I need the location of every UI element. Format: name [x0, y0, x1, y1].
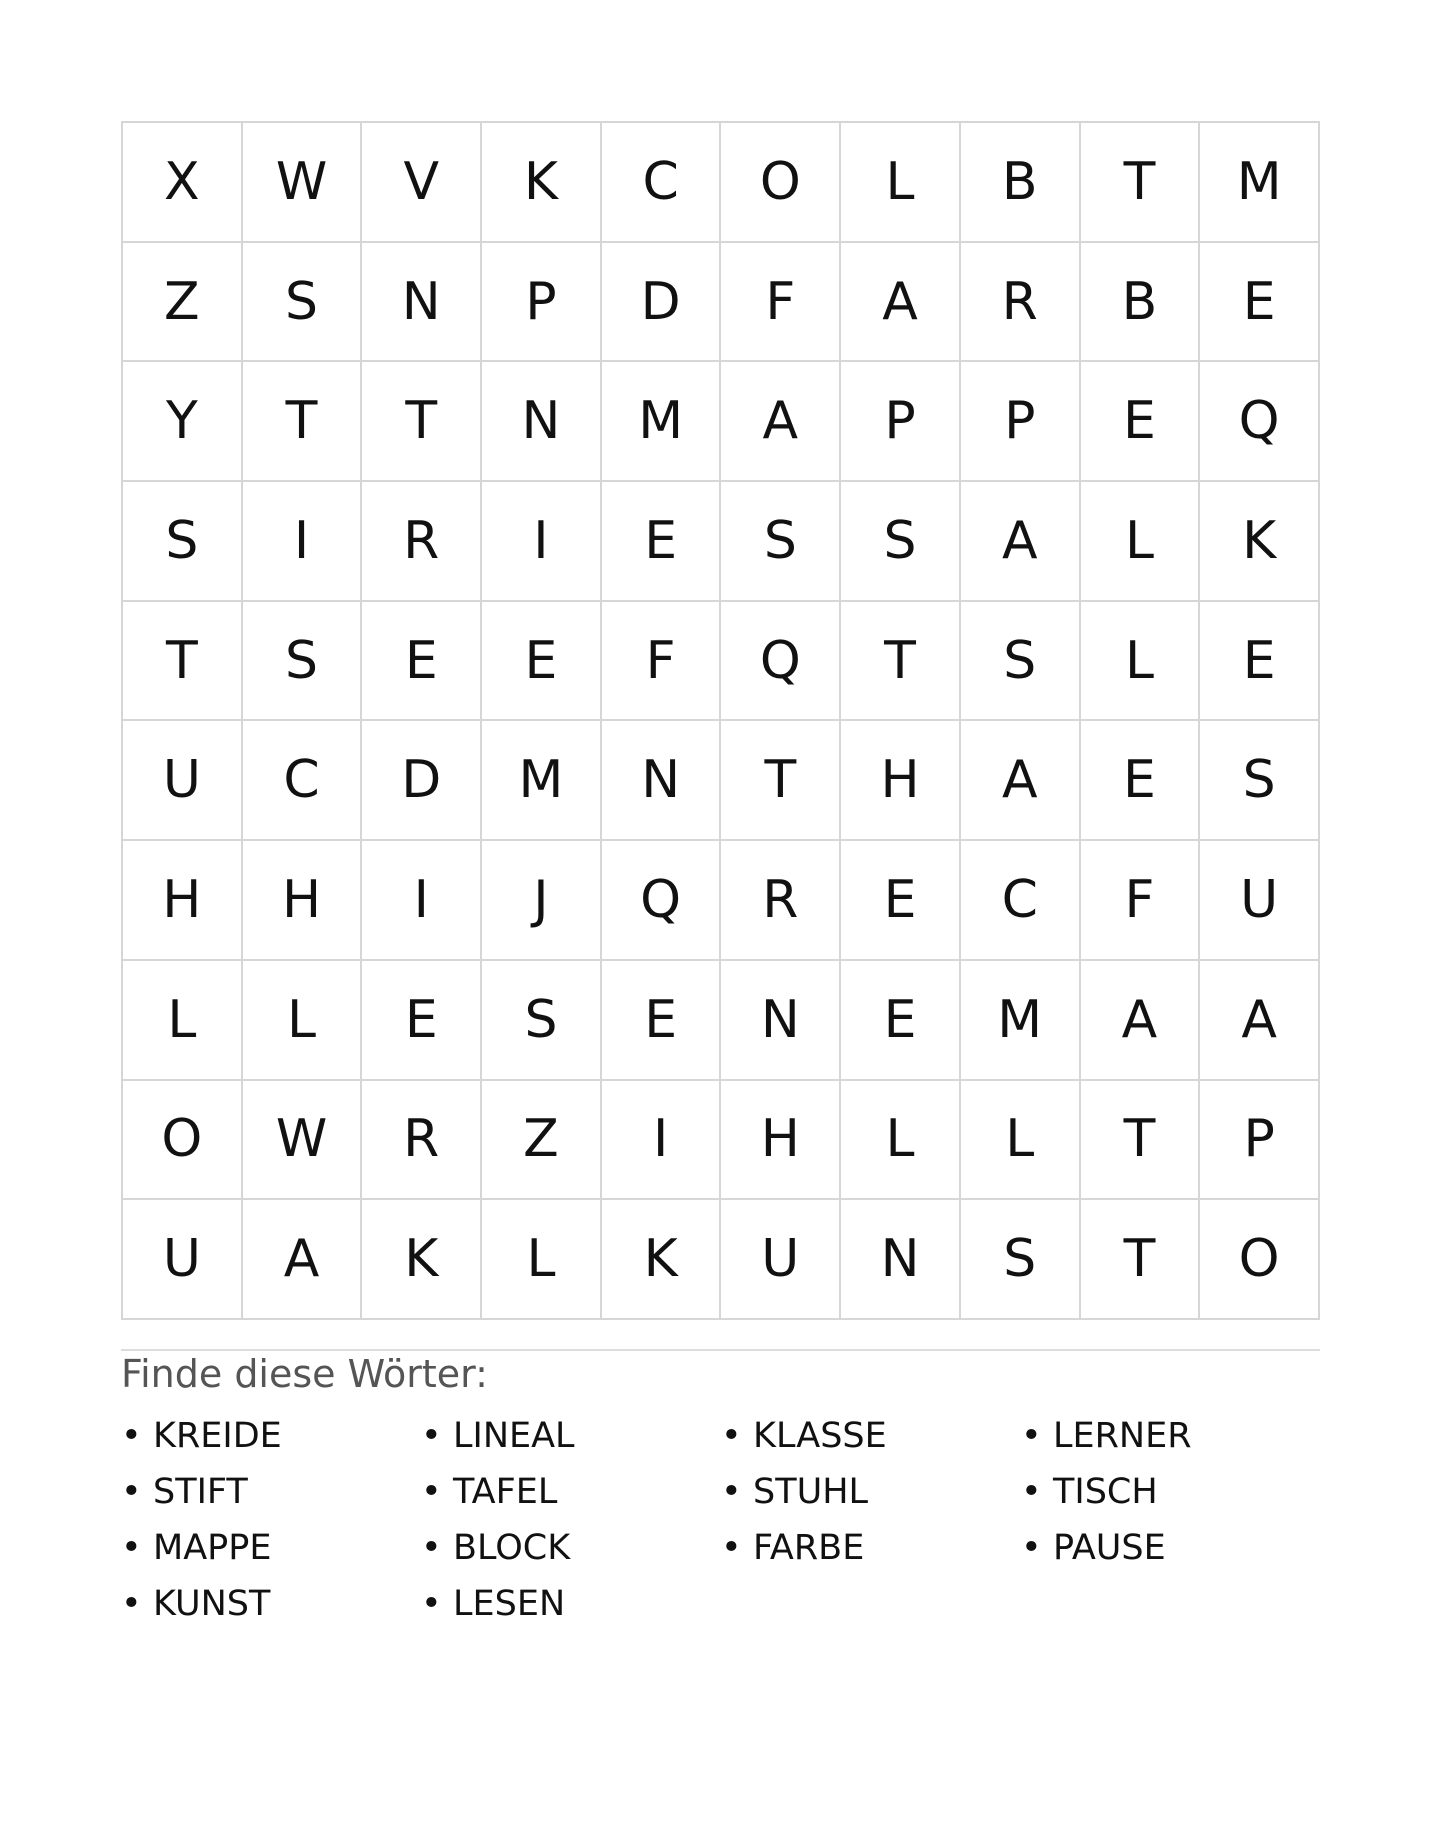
grid-cell[interactable]: S: [721, 482, 841, 602]
grid-cell[interactable]: F: [1081, 841, 1201, 961]
word-list-item: [721, 1408, 1021, 1464]
grid-cell[interactable]: M: [602, 362, 722, 482]
grid-cell[interactable]: L: [841, 123, 961, 243]
word-list-item: [721, 1464, 1021, 1520]
grid-cell[interactable]: P: [841, 362, 961, 482]
word-label: LINEAL: [453, 1416, 575, 1456]
grid-cell[interactable]: I: [362, 841, 482, 961]
bullet-icon: •: [721, 1472, 742, 1512]
bullet-icon: •: [421, 1416, 442, 1456]
grid-cell[interactable]: S: [961, 602, 1081, 722]
grid-cell[interactable]: L: [482, 1200, 602, 1320]
bullet-icon: •: [421, 1528, 442, 1568]
grid-cell[interactable]: C: [961, 841, 1081, 961]
bullet-icon: •: [1021, 1472, 1042, 1512]
word-list-item: [121, 1520, 421, 1576]
grid-cell[interactable]: P: [961, 362, 1081, 482]
grid-cell[interactable]: B: [961, 123, 1081, 243]
bullet-icon: •: [421, 1472, 442, 1512]
bullet-icon: •: [121, 1472, 142, 1512]
grid-cell[interactable]: R: [721, 841, 841, 961]
grid-cell[interactable]: T: [841, 602, 961, 722]
grid-cell[interactable]: O: [721, 123, 841, 243]
word-label: KREIDE: [153, 1416, 282, 1456]
grid-cell[interactable]: Q: [602, 841, 722, 961]
word-label: LESEN: [453, 1584, 566, 1624]
word-label: KLASSE: [753, 1416, 887, 1456]
grid-cell[interactable]: U: [721, 1200, 841, 1320]
grid-cell[interactable]: T: [1081, 1081, 1201, 1201]
bullet-icon: •: [121, 1528, 142, 1568]
grid-cell[interactable]: L: [1081, 482, 1201, 602]
word-label: MAPPE: [153, 1528, 272, 1568]
grid-cell[interactable]: E: [602, 482, 722, 602]
word-list-item: [421, 1464, 721, 1520]
grid-cell[interactable]: N: [721, 961, 841, 1081]
grid-cell[interactable]: R: [362, 1081, 482, 1201]
grid-cell[interactable]: I: [602, 1081, 722, 1201]
grid-cell[interactable]: V: [362, 123, 482, 243]
grid-cell[interactable]: S: [123, 482, 243, 602]
grid-cell[interactable]: N: [362, 243, 482, 363]
grid-cell[interactable]: T: [721, 721, 841, 841]
grid-cell[interactable]: E: [1081, 362, 1201, 482]
grid-cell[interactable]: M: [961, 961, 1081, 1081]
grid-cell[interactable]: E: [1200, 243, 1320, 363]
word-list-heading: Finde diese Wörter:: [121, 1352, 488, 1396]
word-label: STUHL: [753, 1472, 869, 1512]
word-list-item: [121, 1408, 421, 1464]
grid-cell[interactable]: S: [961, 1200, 1081, 1320]
grid-cell[interactable]: C: [243, 721, 363, 841]
grid-cell[interactable]: P: [1200, 1081, 1320, 1201]
grid-cell[interactable]: A: [961, 482, 1081, 602]
grid-cell[interactable]: H: [841, 721, 961, 841]
grid-cell[interactable]: P: [482, 243, 602, 363]
grid-cell[interactable]: N: [602, 721, 722, 841]
grid-cell[interactable]: L: [1081, 602, 1201, 722]
grid-cell[interactable]: L: [841, 1081, 961, 1201]
grid-cell[interactable]: U: [123, 1200, 243, 1320]
grid-cell[interactable]: T: [243, 362, 363, 482]
word-list-item: [1021, 1464, 1321, 1520]
grid-cell[interactable]: F: [721, 243, 841, 363]
grid-cell[interactable]: T: [1081, 1200, 1201, 1320]
word-list-item: [1021, 1408, 1321, 1464]
grid-cell[interactable]: B: [1081, 243, 1201, 363]
grid-cell[interactable]: I: [482, 482, 602, 602]
grid-cell[interactable]: E: [841, 841, 961, 961]
grid-cell[interactable]: I: [243, 482, 363, 602]
grid-cell[interactable]: E: [362, 602, 482, 722]
grid-cell[interactable]: T: [362, 362, 482, 482]
word-list-item: [721, 1520, 1021, 1576]
grid-cell[interactable]: T: [123, 602, 243, 722]
grid-cell[interactable]: X: [123, 123, 243, 243]
bullet-icon: •: [421, 1584, 442, 1624]
grid-cell[interactable]: A: [841, 243, 961, 363]
grid-cell[interactable]: U: [123, 721, 243, 841]
grid-cell[interactable]: Q: [1200, 362, 1320, 482]
grid-cell[interactable]: S: [482, 961, 602, 1081]
grid-cell[interactable]: E: [1200, 602, 1320, 722]
grid-cell[interactable]: K: [602, 1200, 722, 1320]
grid-cell[interactable]: E: [841, 961, 961, 1081]
grid-cell[interactable]: C: [602, 123, 722, 243]
bullet-icon: •: [121, 1416, 142, 1456]
grid-cell[interactable]: T: [1081, 123, 1201, 243]
letter-grid: [121, 121, 1320, 1320]
grid-cell[interactable]: W: [243, 1081, 363, 1201]
grid-cell[interactable]: A: [243, 1200, 363, 1320]
grid-cell[interactable]: S: [243, 602, 363, 722]
word-label: TAFEL: [453, 1472, 558, 1512]
grid-cell[interactable]: K: [362, 1200, 482, 1320]
word-label: TISCH: [1053, 1472, 1158, 1512]
word-label: BLOCK: [453, 1528, 571, 1568]
grid-cell[interactable]: S: [243, 243, 363, 363]
grid-cell[interactable]: U: [1200, 841, 1320, 961]
grid-cell[interactable]: R: [961, 243, 1081, 363]
grid-cell[interactable]: N: [482, 362, 602, 482]
grid-cell[interactable]: E: [362, 961, 482, 1081]
grid-cell[interactable]: A: [1200, 961, 1320, 1081]
grid-cell[interactable]: A: [721, 362, 841, 482]
grid-cell[interactable]: D: [602, 243, 722, 363]
bullet-icon: •: [1021, 1528, 1042, 1568]
grid-cell[interactable]: L: [243, 961, 363, 1081]
grid-cell[interactable]: F: [602, 602, 722, 722]
word-label: LERNER: [1053, 1416, 1192, 1456]
grid-cell[interactable]: S: [1200, 721, 1320, 841]
grid-cell[interactable]: H: [721, 1081, 841, 1201]
grid-cell[interactable]: Y: [123, 362, 243, 482]
grid-cell[interactable]: A: [961, 721, 1081, 841]
word-list-item: [1021, 1520, 1321, 1576]
grid-cell[interactable]: H: [123, 841, 243, 961]
grid-cell[interactable]: L: [123, 961, 243, 1081]
word-label: FARBE: [753, 1528, 865, 1568]
grid-cell[interactable]: A: [1081, 961, 1201, 1081]
word-label: PAUSE: [1053, 1528, 1166, 1568]
grid-cell[interactable]: J: [482, 841, 602, 961]
grid-cell[interactable]: H: [243, 841, 363, 961]
grid-cell[interactable]: O: [1200, 1200, 1320, 1320]
bullet-icon: •: [721, 1528, 742, 1568]
grid-cell[interactable]: E: [1081, 721, 1201, 841]
grid-cell[interactable]: E: [602, 961, 722, 1081]
word-list-item: [421, 1408, 721, 1464]
word-label: STIFT: [153, 1472, 248, 1512]
bullet-icon: •: [121, 1584, 142, 1624]
word-list-item: [121, 1576, 421, 1632]
grid-cell[interactable]: D: [362, 721, 482, 841]
grid-cell[interactable]: S: [841, 482, 961, 602]
grid-cell[interactable]: Z: [482, 1081, 602, 1201]
bullet-icon: •: [721, 1416, 742, 1456]
word-list-item: [421, 1520, 721, 1576]
grid-cell[interactable]: E: [482, 602, 602, 722]
word-list-item: [421, 1576, 721, 1632]
grid-cell[interactable]: K: [482, 123, 602, 243]
grid-cell[interactable]: Q: [721, 602, 841, 722]
grid-cell[interactable]: W: [243, 123, 363, 243]
grid-cell[interactable]: N: [841, 1200, 961, 1320]
grid-cell[interactable]: L: [961, 1081, 1081, 1201]
word-list-item: [121, 1464, 421, 1520]
word-label: KUNST: [153, 1584, 271, 1624]
grid-cell[interactable]: M: [1200, 123, 1320, 243]
bullet-icon: •: [1021, 1416, 1042, 1456]
grid-cell[interactable]: Z: [123, 243, 243, 363]
grid-cell[interactable]: R: [362, 482, 482, 602]
grid-cell[interactable]: O: [123, 1081, 243, 1201]
grid-cell[interactable]: K: [1200, 482, 1320, 602]
word-list: [121, 1408, 1320, 1632]
grid-cell[interactable]: M: [482, 721, 602, 841]
